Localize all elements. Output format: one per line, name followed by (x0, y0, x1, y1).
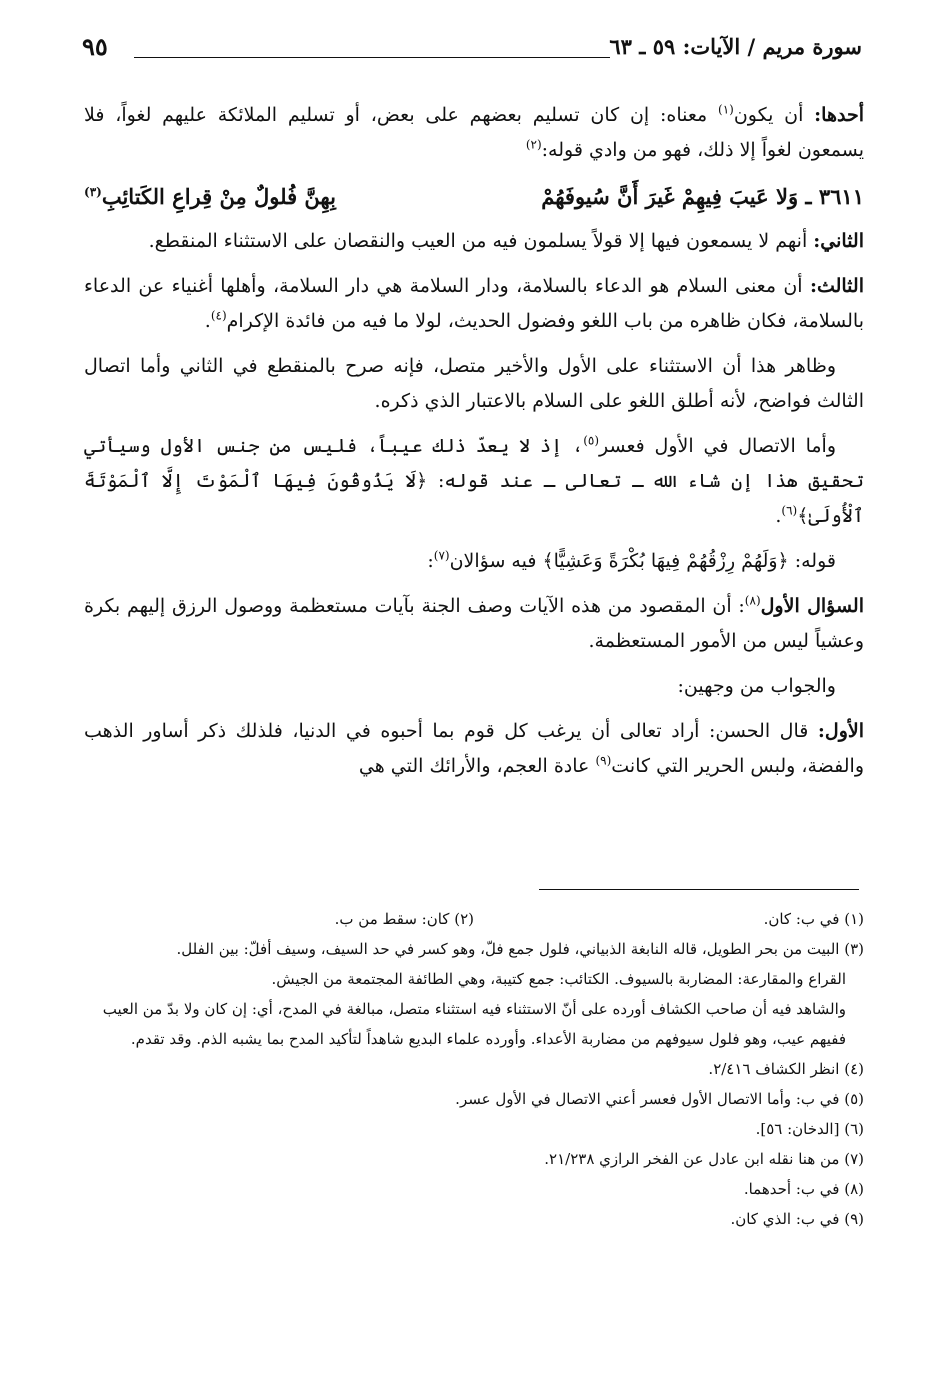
footnote-ref: (٦) (781, 503, 798, 518)
paragraph-connection (84, 429, 864, 534)
footnote-row (84, 904, 864, 934)
footnote-7: (٧) من هنا نقله ابن عادل عن الفخر الرازي ٢١/٢٣٨. (544, 1150, 864, 1168)
paragraph-label: أحدها: (814, 104, 864, 126)
paragraph-third-view (84, 269, 864, 339)
paragraph-label: الثالث: (809, 275, 864, 297)
footnote-3: (٣) البيت من بحر الطويل، قاله النابغة الذبياني، فلول جمع فلّ، وهو كسر في حد السيف، وسيف أفلّ: بين الفلل. (176, 940, 864, 958)
paragraph-text: أنهم لا يسمعون فيها إلا قولاً يسلمون فيه من العيب والنقصان على الاستثناء المنقطع. (148, 230, 814, 252)
footnote-separator (539, 889, 859, 890)
main-text (84, 98, 864, 794)
paragraph-text: أن معنى السلام هو الدعاء بالسلامة، ودار السلامة هي دار السلامة، وأهلها أغنياء عن الدعاء بالسلامة، فكان ظاهره من باب اللغو وفضول الحديث، لولا ما فيه من فائدة الإكرام (84, 275, 864, 332)
page-number: ٩٥ (82, 32, 108, 61)
footnote-5: (٥) في ب: وأما الاتصال الأول فعسر أعني الاتصال في الأول عسر. (455, 1090, 864, 1108)
footnote-8: (٨) في ب: أحدهما. (743, 1180, 864, 1198)
footnotes (84, 904, 864, 1234)
footnote-ref: (٣) (84, 185, 102, 199)
paragraph-first-question (84, 589, 864, 659)
footnote-ref: (٧) (433, 548, 450, 563)
paragraph-label: السؤال الأول (760, 595, 864, 617)
paragraph-text: معناه: إن كان تسليم بعضهم على بعض، أو تسليم الملائكة عليهم لغواً، فلا يسمعون لغواً إلا ذلك، فهو من وادي قوله: (84, 104, 864, 161)
paragraph-text: أن يكون (733, 104, 815, 126)
footnote-3-continued: والشاهد فيه أن صاحب الكشاف أورده على أنّ الاستثناء فيه استثناء متصل، مبالغة في المدح، أي: إن كان ولا بدّ من العيب ففيهم عيب، وهو فلول سيوفهم من مضاربة الأعداء. وأورده علماء البديع شاهداً لتأكيد المدح بما يشبه الذم. وقد تقدم. (102, 1000, 846, 1048)
paragraph-label: الأول: (817, 720, 864, 742)
paragraph-text: . (775, 505, 782, 527)
footnote-3-continued: القراع والمقارعة: المضاربة بالسيوف. الكتائب: جمع كتيبة، وهي الطائفة المجتمعة من الجيش. (271, 970, 846, 988)
paragraph-second-view (84, 224, 864, 259)
footnote-6: (٦) [الدخان: ٥٦]. (755, 1120, 864, 1138)
paragraph-text: ، إذ لا يعدّ ذلك عيباً، فليس من جنس الأول وسيأتي تحقيق هذا إن شاء الله ـ تعالى ـ عند قوله: ﴿لَا يَذُوقُونَ فِيهَا ٱلْمَوْتَ إِلَّا ٱلْمَوْتَةَ ٱلْأُولَىٰ﴾ (84, 435, 864, 527)
paragraph-first-answer (84, 714, 864, 784)
header-rule (134, 57, 610, 58)
paragraph-text: قال الحسن: أراد تعالى أن يرغب كل قوم بما أحبوه في الدنيا، فلذلك ذكر أساور الذهب والفضة، ولبس الحرير التي كانت (84, 720, 864, 777)
footnote-ref: (٤) (210, 308, 227, 323)
footnote-4: (٤) انظر الكشاف ٢/٤١٦. (708, 1060, 864, 1078)
running-title: سورة مريم / الآيات: ٥٩ ـ ٦٣ (609, 34, 862, 59)
paragraph-text: وأما الاتصال في الأول فعسر (599, 435, 836, 457)
footnote-ref: (١) (718, 102, 734, 117)
page-header (82, 30, 862, 70)
paragraph-label: الثاني: (813, 230, 864, 252)
footnote-2: (٢) كان: سقط من ب. (334, 910, 474, 928)
verse-second-hemistich: بِهِنَّ فُلولٌ مِنْ قِراعِ الكَتائِبِ (101, 184, 336, 209)
paragraph-text: عادة العجم، والأرائك التي هي (358, 755, 596, 777)
paragraph-text: قوله: ﴿وَلَهُمْ رِزْقُهُمْ فِيهَا بُكْرَةً وَعَشِيًّا﴾ فيه سؤالان (449, 550, 836, 572)
footnote-1: (١) في ب: كان. (763, 910, 864, 928)
paragraph-text: : أن المقصود من هذه الآيات وصف الجنة بآيات مستعظمة ووصول الرزق إليهم بكرة وعشياً ليس من الأمور المستعظمة. (84, 595, 864, 652)
poetry-verse (84, 178, 864, 216)
paragraph-text: : (427, 550, 434, 572)
footnote-9: (٩) في ب: الذي كان. (730, 1210, 864, 1228)
footnote-ref: (٩) (595, 753, 612, 768)
paragraph-text: . (204, 310, 211, 332)
footnote-ref: (٢) (525, 137, 542, 152)
paragraph-commentary: وظاهر هذا أن الاستثناء على الأول والأخير متصل، فإنه صرح بالمنقطع في الثاني وأما اتصال الثالث فواضح، لأنه أطلق اللغو على السلام بالاعتبار الذي ذكره. (84, 355, 864, 412)
paragraph-first-view (84, 98, 864, 168)
footnote-ref: (٨) (744, 593, 761, 608)
paragraph-answer-intro: والجواب من وجهين: (677, 675, 836, 697)
verse-first-hemistich: ٣٦١١ ـ وَلا عَيبَ فِيهِمْ غَيرَ أَنَّ سُيوفَهُمْ (541, 184, 864, 209)
footnote-ref: (٥) (583, 433, 600, 448)
paragraph-quran-quote (84, 544, 864, 579)
